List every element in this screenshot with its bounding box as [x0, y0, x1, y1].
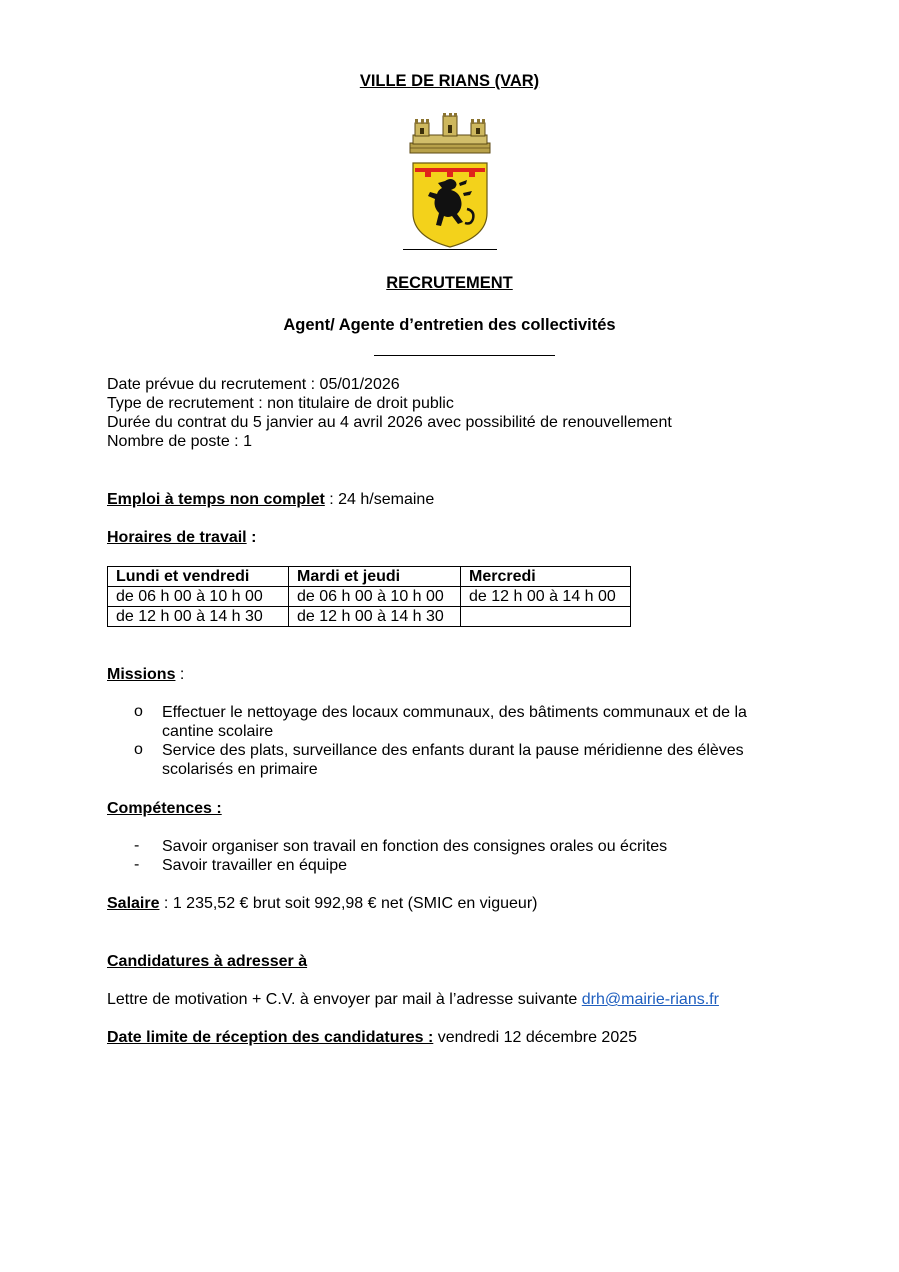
crest-divider: [403, 249, 497, 250]
schedule-cell: de 06 h 00 à 10 h 00: [108, 587, 289, 607]
competence-item: Savoir organiser son travail en fonction des consignes orales ou écrites: [162, 838, 668, 855]
info-date: Date prévue du recrutement : 05/01/2026: [107, 376, 400, 393]
candidatures-line: [107, 990, 719, 1009]
emploi-value: : 24 h/semaine: [324, 491, 435, 508]
schedule-cell: de 12 h 00 à 14 h 30: [289, 607, 461, 627]
schedule-header-cell: Mardi et jeudi: [289, 567, 461, 587]
mission-item: [162, 703, 747, 741]
schedule-cell: de 12 h 00 à 14 h 00: [461, 587, 631, 607]
schedule-header-row: [108, 567, 631, 587]
mission-item: [162, 741, 744, 779]
mission-item-line: cantine scolaire: [162, 723, 274, 740]
missions-label: Missions: [107, 666, 176, 683]
emploi-line: [107, 490, 434, 509]
section-title-recruitment: RECRUTEMENT: [386, 274, 513, 292]
salaire-value: : 1 235,52 € brut soit 992,98 € net (SMIC en vigueur): [159, 895, 538, 912]
info-type: Type de recrutement : non titulaire de droit public: [107, 395, 454, 412]
competences-heading: Compétences :: [107, 800, 222, 817]
candidatures-text: Lettre de motivation + C.V. à envoyer par mail à l’adresse suivante: [107, 991, 582, 1008]
job-title: Agent/ Agente d’entretien des collectivités: [283, 316, 616, 334]
deadline-value: vendredi 12 décembre 2025: [433, 1029, 638, 1046]
coat-of-arms-icon: [405, 113, 495, 249]
info-duree: Durée du contrat du 5 janvier au 4 avril 2026 avec possibilité de renouvellement: [107, 414, 672, 431]
missions-suffix: :: [175, 666, 185, 683]
schedule-header-cell: Mercredi: [461, 567, 631, 587]
horaires-heading: [107, 528, 256, 547]
horaires-suffix: :: [246, 529, 257, 546]
mission-item-line: Service des plats, surveillance des enfants durant la pause méridienne des élèves: [162, 742, 744, 759]
job-title-divider: [374, 355, 555, 356]
emploi-label: Emploi à temps non complet: [107, 491, 325, 508]
bullet-circle-icon: o: [134, 741, 143, 758]
schedule-row: [108, 607, 631, 627]
bullet-dash-icon: -: [134, 837, 140, 854]
schedule-cell: de 06 h 00 à 10 h 00: [289, 587, 461, 607]
schedule-header-cell: Lundi et vendredi: [108, 567, 289, 587]
salaire-line: [107, 894, 537, 913]
schedule-cell: de 12 h 00 à 14 h 30: [108, 607, 289, 627]
mission-item-line: scolarisés en primaire: [162, 761, 318, 778]
page-title: VILLE DE RIANS (VAR): [359, 72, 540, 90]
deadline-line: [107, 1028, 637, 1047]
deadline-label: Date limite de réception des candidatures :: [107, 1029, 434, 1046]
bullet-dash-icon: -: [134, 856, 140, 873]
bullet-circle-icon: o: [134, 703, 143, 720]
schedule-row: [108, 587, 631, 607]
schedule-cell: [461, 607, 631, 627]
email-link[interactable]: drh@mairie-rians.fr: [581, 991, 719, 1008]
mission-item-line: Effectuer le nettoyage des locaux communaux, des bâtiments communaux et de la: [162, 704, 747, 721]
competence-item: Savoir travailler en équipe: [162, 857, 347, 874]
schedule-table: [107, 566, 631, 627]
salaire-label: Salaire: [107, 895, 160, 912]
missions-heading: [107, 665, 184, 684]
info-nombre: Nombre de poste : 1: [107, 433, 252, 450]
candidatures-heading: Candidatures à adresser à: [107, 953, 308, 970]
horaires-label: Horaires de travail: [107, 529, 247, 546]
